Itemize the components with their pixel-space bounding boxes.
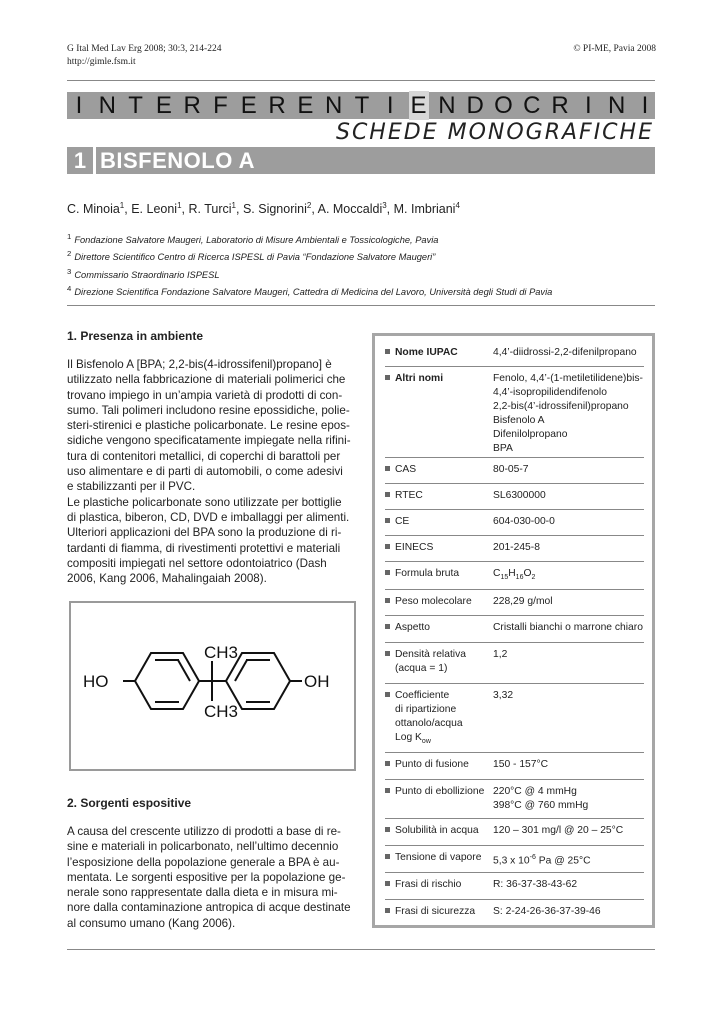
text-line: steri-stirenici e plastiche policarbonate. Le resine epos- (67, 419, 350, 433)
author-affiliation-mark: 1 (231, 201, 236, 210)
property-value: R: 36-37-38-43-62 (493, 879, 578, 890)
text-line: mentata. Le sorgenti espositive per la popolazione ge- (67, 870, 346, 884)
text-line: al consumo umano (Kang 2006). (67, 916, 236, 930)
affiliation-number: 2 (67, 249, 72, 259)
bullet-square-icon (385, 544, 390, 549)
property-value: S: 2-24-26-36-37-39-46 (493, 906, 601, 917)
bisphenol-a-structure-diagram (71, 603, 354, 769)
section-heading-sorgenti: 2. Sorgenti espositive (67, 796, 192, 810)
affiliation-item (67, 282, 552, 299)
property-row (385, 878, 644, 900)
copyright-notice: © PI-ME, Pavia 2008 (573, 44, 656, 54)
series-letter: N (607, 92, 626, 119)
text-line: compositi impiegati nel settore odontoiatrico (Dash (67, 556, 327, 570)
property-row (385, 785, 644, 819)
property-label: EINECS (385, 541, 493, 555)
author-name: R. Turci (188, 202, 232, 217)
property-value: 4,4’-diidrossi-2,2-difenilpropano (493, 347, 637, 358)
bullet-square-icon (385, 761, 390, 766)
series-letter: R (551, 92, 569, 119)
property-row (385, 541, 644, 562)
affiliation-item (67, 265, 552, 282)
hydroxyl-group-left: HO (83, 672, 109, 691)
series-letter: N (325, 92, 343, 119)
text-line: nore dalla contaminazione antropica di acque destinate (67, 901, 351, 915)
bullet-square-icon (385, 466, 390, 471)
text-line: uso alimentare e di parti di automobili, o come adesivi (67, 465, 343, 479)
affiliation-text: Direttore Scientifico Centro di Ricerca ISPESL di Pavia “Fondazione Salvatore Maugeri” (74, 252, 436, 263)
property-label: Densità relativa (acqua = 1) (385, 648, 493, 676)
series-subtitle: SCHEDE MONOGRAFICHE (335, 120, 654, 145)
property-row (385, 489, 644, 510)
property-label: Frasi di sicurezza (385, 905, 493, 919)
property-label: Punto di ebollizione (385, 785, 493, 799)
hydroxyl-group-right: OH (304, 672, 330, 691)
affiliation-item (67, 230, 552, 247)
property-label: Frasi di rischio (385, 878, 493, 892)
text-line: sumo. Tali polimeri includono resine epossidiche, polie- (67, 403, 350, 417)
series-letter: I (386, 92, 394, 119)
series-title (69, 91, 655, 120)
property-value: 5,3 x $10^{-6}$ Pa @ 25°C (493, 854, 591, 867)
property-row (385, 372, 644, 458)
bullet-square-icon (385, 598, 390, 603)
section-heading-presenza: 1. Presenza in ambiente (67, 329, 204, 343)
property-value: 120 – 301 mg/l @ 20 – 25°C (493, 825, 624, 836)
journal-reference: G Ital Med Lav Erg 2008; 30:3, 214-224 (67, 44, 222, 54)
author-affiliation-mark: 3 (382, 201, 387, 210)
property-value: 604-030-00-0 (493, 516, 555, 527)
author-affiliation-mark: 1 (119, 201, 125, 210)
affiliation-list (67, 230, 552, 299)
structure-figure (69, 601, 356, 771)
property-row (385, 463, 644, 484)
property-label: Coefficiente di ripartizione ottanolo/acqua Log $K_{ow}$ (385, 689, 493, 749)
author-list: C. Minoia$^1$, E. Leoni$^1$, R. Turci$^1$, S. Signorini$^2$, A. Moccaldi$^3$, M. Imbriani$^4$ (67, 201, 460, 217)
property-row (385, 851, 644, 873)
text-line: trovano impiego in un’ampia varietà di prodotti di con- (67, 388, 343, 402)
series-letter: N (438, 92, 456, 119)
bullet-square-icon (385, 827, 390, 832)
section-rule (67, 305, 655, 306)
property-row (385, 346, 644, 367)
property-label: RTEC (385, 489, 493, 503)
property-row (385, 621, 644, 643)
property-label: Altri nomi (385, 372, 493, 386)
article-number: 1 (67, 147, 93, 174)
series-letter: R (183, 92, 201, 119)
section-body-presenza (67, 357, 352, 586)
text-line: nerale sono rappresentate dalla dieta e in misura mi- (67, 886, 338, 900)
text-line: e stabilizzanti per il PVC. (67, 480, 196, 494)
bullet-square-icon (385, 908, 390, 913)
bullet-square-icon (385, 570, 390, 575)
methyl-group-bottom: CH3 (204, 702, 239, 721)
properties-table (372, 333, 655, 928)
affiliation-text: Fondazione Salvatore Maugeri, Laboratorio di Misure Ambientali e Tossicologiche, Pavia (74, 235, 439, 246)
affiliation-text: Commissario Straordinario ISPESL (74, 269, 220, 280)
property-value: 220°C @ 4 mmHg 398°C @ 760 mmHg (493, 786, 589, 811)
property-label: Formula bruta (385, 567, 493, 581)
series-letter: D (466, 92, 484, 119)
affiliation-item (67, 247, 552, 264)
property-row (385, 648, 644, 684)
author-name: S. Signorini (242, 202, 307, 217)
text-line: sine e materiali in policarbonato, nell’ultimo decennio (67, 840, 339, 854)
affiliation-number: 4 (67, 283, 72, 293)
series-letter: N (98, 92, 116, 119)
series-letter: C (523, 92, 541, 119)
property-row (385, 905, 644, 926)
text-line: tardanti di fiamma, di rivestimenti protettivi e materiali (67, 541, 341, 555)
property-row (385, 758, 644, 780)
bullet-square-icon (385, 854, 390, 859)
property-label: Aspetto (385, 621, 493, 635)
methyl-group-top: CH3 (204, 643, 239, 662)
author-affiliation-mark: 4 (455, 201, 460, 210)
affiliation-text: Direzione Scientifica Fondazione Salvatore Maugeri, Cattedra di Medicina del Lavoro, Università degli Studi di Pavia (74, 286, 553, 297)
text-line: di plastica, biberon, CD, DVD e imballaggi per alimenti. (67, 510, 350, 524)
bullet-square-icon (385, 881, 390, 886)
text-line: 2006, Kang 2006, Mahalingaiah 2008). (67, 572, 267, 586)
property-value: Fenolo, 4,4’-(1-metiletilidene)bis- 4,4’-isopropilidendifenolo 2,2-bis(4’-idrossifenil)propano Bisfenolo A Difenilolpropano BPA (493, 373, 643, 454)
series-letter: E (155, 92, 172, 119)
header-rule (67, 80, 655, 81)
author-affiliation-mark: 1 (177, 201, 182, 210)
bullet-square-icon (385, 518, 390, 523)
journal-url[interactable]: http://gimle.fsm.it (67, 57, 136, 67)
series-letter: R (268, 92, 286, 119)
property-label: Punto di fusione (385, 758, 493, 772)
property-label: Nome IUPAC (385, 346, 493, 360)
series-letter: E (410, 92, 427, 119)
series-letter: O (494, 92, 513, 119)
property-row (385, 595, 644, 616)
bullet-square-icon (385, 375, 390, 380)
section-body-sorgenti (67, 824, 352, 931)
author-name: E. Leoni (131, 202, 178, 217)
property-value: 150 - 157°C (493, 759, 549, 770)
bullet-square-icon (385, 788, 390, 793)
property-label: CAS (385, 463, 493, 477)
series-letter: I (641, 92, 649, 119)
article-title: BISFENOLO A (96, 147, 655, 174)
property-row (385, 567, 644, 590)
bullet-square-icon (385, 651, 390, 656)
series-letter: F (213, 92, 228, 119)
text-line: l’esposizione della popolazione generale a BPA è au- (67, 855, 340, 869)
text-line: sidiche vengono specificatamente impiegate nella rifini- (67, 434, 351, 448)
text-line: A causa del crescente utilizzo di prodotti a base di re- (67, 825, 341, 838)
text-line: tura di contenitori metallici, di coperchi di barattoli per (67, 449, 341, 463)
property-row (385, 824, 644, 846)
property-label: CE (385, 515, 493, 529)
affiliation-number: 3 (67, 266, 72, 276)
property-label: Peso molecolare (385, 595, 493, 609)
property-value: Cristalli bianchi o marrone chiaro (493, 622, 643, 633)
author-name: C. Minoia (67, 202, 120, 217)
footer-rule (67, 949, 655, 950)
series-letter: T (128, 92, 143, 119)
author-affiliation-mark: 2 (306, 201, 312, 210)
series-letter: E (297, 92, 314, 119)
bullet-square-icon (385, 349, 390, 354)
series-letter: I (75, 92, 83, 119)
text-line: Ulteriori applicazioni del BPA sono la produzione di ri- (67, 526, 342, 540)
series-letter: I (585, 92, 592, 119)
bullet-square-icon (385, 492, 390, 497)
text-line: Le plastiche policarbonate sono utilizzate per bottiglie (67, 495, 342, 509)
author-name: M. Imbriani (393, 202, 456, 217)
series-letter: E (240, 92, 257, 119)
property-value: 3,32 (493, 690, 514, 701)
text-line: Il Bisfenolo A [BPA; 2,2-bis(4-idrossifenil)propano] è (67, 358, 332, 371)
property-value: 201-245-8 (493, 542, 540, 553)
affiliation-number: 1 (67, 232, 72, 241)
property-value: 1,2 (493, 649, 508, 660)
journal-citation (67, 43, 221, 69)
bullet-square-icon (385, 692, 390, 697)
property-label: Solubilità in acqua (385, 824, 493, 838)
bullet-square-icon (385, 624, 390, 629)
author-name: A. Moccaldi (317, 202, 383, 217)
property-row (385, 515, 644, 536)
text-line: utilizzato nella fabbricazione di materiali polimerici che (67, 373, 346, 387)
property-row (385, 689, 644, 753)
property-value: 228,29 g/mol (493, 596, 553, 607)
property-value: 80-05-7 (493, 464, 529, 475)
property-value: SL6300000 (493, 490, 546, 501)
property-label: Tensione di vapore (385, 851, 493, 865)
series-letter: T (354, 92, 370, 119)
property-value: $C_{15}H_{16}O_2$ (493, 568, 536, 582)
